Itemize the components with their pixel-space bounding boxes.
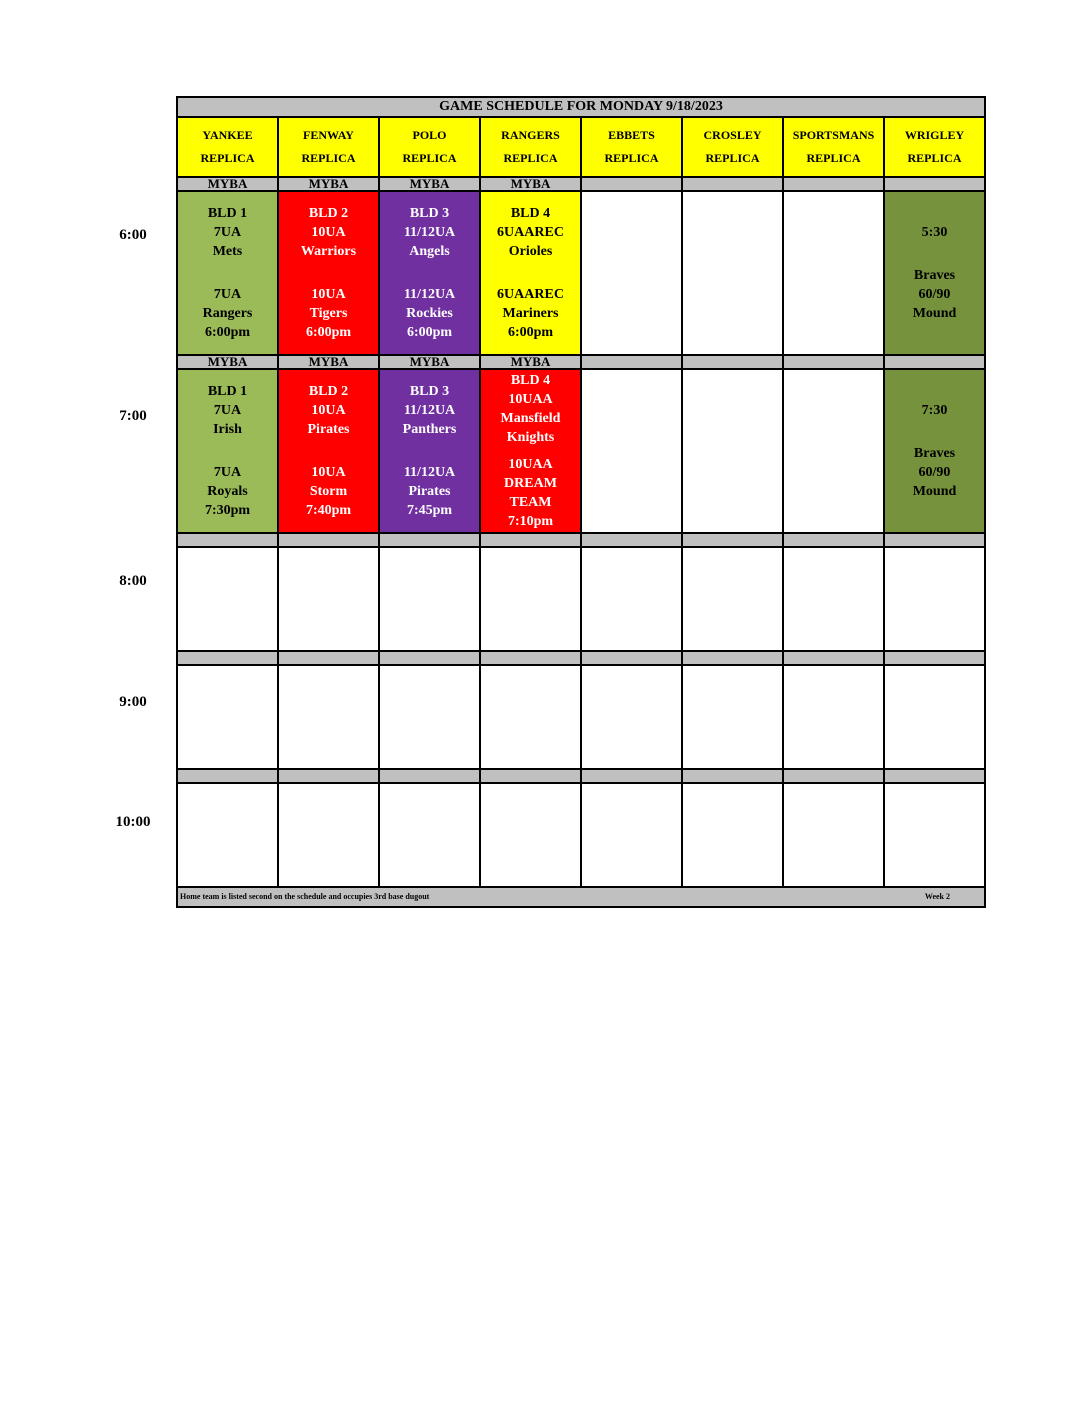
slot-row-7pm xyxy=(177,369,985,533)
empty-cell xyxy=(783,191,884,355)
game-line: 10UA xyxy=(311,287,346,302)
empty-cell xyxy=(177,783,278,887)
empty-cell xyxy=(581,783,682,887)
empty-cell xyxy=(884,547,985,651)
game-line: 7:30pm xyxy=(204,503,251,518)
game-line: Royals xyxy=(207,484,248,499)
game-line: 6:00pm xyxy=(406,325,453,340)
empty-cell xyxy=(682,547,783,651)
game-cell-wrigley-6pm xyxy=(884,191,985,355)
footer-note: Home team is listed second on the schedule and occupies 3rd base dugout xyxy=(180,892,430,901)
footer-row xyxy=(177,887,985,907)
separator-cell xyxy=(783,355,884,369)
field-sub: REPLICA xyxy=(200,151,255,165)
field-header-polo xyxy=(379,117,480,177)
field-sub: REPLICA xyxy=(402,151,457,165)
game-cell-rangers-7pm xyxy=(480,369,581,533)
field-sub: REPLICA xyxy=(604,151,659,165)
empty-cell xyxy=(581,547,682,651)
game-line: Panthers xyxy=(402,422,457,437)
game-line: 10UAA xyxy=(508,457,553,472)
league-label: MYBA xyxy=(379,355,480,369)
game-line: 7UA xyxy=(213,465,242,480)
time-label-10pm: 10:00 xyxy=(115,814,151,830)
game-line: 11/12UA xyxy=(403,225,456,240)
field-name: WRIGLEY xyxy=(904,128,965,142)
separator-cell xyxy=(884,355,985,369)
game-line: Rockies xyxy=(406,306,453,321)
empty-cell xyxy=(884,783,985,887)
field-sub: REPLICA xyxy=(503,151,558,165)
game-line: 10UA xyxy=(311,225,346,240)
schedule-table xyxy=(176,96,986,908)
game-line: 11/12UA xyxy=(403,287,456,302)
game-line: Mound xyxy=(912,484,957,499)
separator-row xyxy=(177,177,985,191)
footer-cell xyxy=(177,887,985,907)
empty-cell xyxy=(480,665,581,769)
empty-cell xyxy=(884,665,985,769)
league-label: MYBA xyxy=(480,177,581,191)
field-sub: REPLICA xyxy=(907,151,962,165)
league-label: MYBA xyxy=(278,177,379,191)
field-header-sportsmans xyxy=(783,117,884,177)
title-row xyxy=(177,97,985,117)
empty-cell xyxy=(682,369,783,533)
slot-row-9pm xyxy=(177,665,985,769)
game-line: 7UA xyxy=(213,287,242,302)
separator-cell xyxy=(682,355,783,369)
game-line: Knights xyxy=(506,430,555,445)
game-line: Mound xyxy=(912,306,957,321)
game-line: 60/90 xyxy=(918,465,951,480)
empty-cell xyxy=(783,547,884,651)
separator-cell xyxy=(682,177,783,191)
game-line: Storm xyxy=(309,484,348,499)
game-line: Irish xyxy=(213,422,242,437)
separator-row xyxy=(177,651,985,665)
league-label: MYBA xyxy=(379,177,480,191)
game-line: BLD 1 xyxy=(207,206,248,221)
field-sub: REPLICA xyxy=(806,151,861,165)
separator-cell xyxy=(783,177,884,191)
game-line: 6UAAREC xyxy=(497,287,564,302)
game-line: 7UA xyxy=(213,403,242,418)
time-label-6pm: 6:00 xyxy=(119,227,147,243)
field-header-yankee xyxy=(177,117,278,177)
game-line: 60/90 xyxy=(918,287,951,302)
game-line: DREAM xyxy=(504,476,557,491)
empty-cell xyxy=(783,783,884,887)
game-line: 7UA xyxy=(213,225,242,240)
game-line: Pirates xyxy=(307,422,350,437)
empty-cell xyxy=(682,783,783,887)
empty-cell xyxy=(278,547,379,651)
empty-cell xyxy=(682,665,783,769)
empty-cell xyxy=(177,547,278,651)
separator-row xyxy=(177,769,985,783)
empty-cell xyxy=(379,547,480,651)
field-header-crosley xyxy=(682,117,783,177)
empty-cell xyxy=(682,191,783,355)
field-header-rangers xyxy=(480,117,581,177)
empty-cell xyxy=(480,547,581,651)
separator-cell xyxy=(884,177,985,191)
field-name: SPORTSMANS xyxy=(792,128,875,142)
empty-cell xyxy=(581,191,682,355)
game-line: TEAM xyxy=(509,495,552,510)
empty-cell xyxy=(480,783,581,887)
field-name: POLO xyxy=(412,128,447,142)
game-cell-rangers-6pm xyxy=(480,191,581,355)
league-label: MYBA xyxy=(177,355,278,369)
field-sub: REPLICA xyxy=(301,151,356,165)
game-line: 6:00pm xyxy=(507,325,554,340)
game-line: 11/12UA xyxy=(403,465,456,480)
game-line: 7:45pm xyxy=(406,503,453,518)
game-line: Angels xyxy=(409,244,450,259)
game-line: BLD 2 xyxy=(308,206,349,221)
game-cell-fenway-7pm xyxy=(278,369,379,533)
slot-row-6pm xyxy=(177,191,985,355)
field-name: RANGERS xyxy=(501,128,560,142)
game-line: BLD 1 xyxy=(207,384,248,399)
game-line: BLD 3 xyxy=(409,206,450,221)
schedule-title: GAME SCHEDULE FOR MONDAY 9/18/2023 xyxy=(177,97,985,117)
slot-row-8pm xyxy=(177,547,985,651)
game-cell-fenway-6pm xyxy=(278,191,379,355)
game-line: Mets xyxy=(212,244,243,259)
game-line: 7:40pm xyxy=(305,503,352,518)
field-header-row xyxy=(177,117,985,177)
game-line: 6:00pm xyxy=(305,325,352,340)
game-line: Braves xyxy=(913,268,956,283)
field-header-ebbets xyxy=(581,117,682,177)
time-label-9pm: 9:00 xyxy=(119,694,147,710)
game-line: 7:10pm xyxy=(507,514,554,529)
game-time: 5:30 xyxy=(921,225,948,240)
time-label-7pm: 7:00 xyxy=(119,408,147,424)
week-label: Week 2 xyxy=(924,892,950,901)
game-line: Orioles xyxy=(508,244,553,259)
separator-cell xyxy=(581,177,682,191)
game-cell-polo-7pm xyxy=(379,369,480,533)
game-line: Rangers xyxy=(202,306,253,321)
game-line: Tigers xyxy=(309,306,348,321)
empty-cell xyxy=(379,783,480,887)
game-cell-wrigley-7pm xyxy=(884,369,985,533)
empty-cell xyxy=(783,369,884,533)
field-name: YANKEE xyxy=(202,128,253,142)
field-sub: REPLICA xyxy=(705,151,760,165)
game-line: Mariners xyxy=(502,306,559,321)
field-header-fenway xyxy=(278,117,379,177)
game-line: 10UA xyxy=(311,465,346,480)
empty-cell xyxy=(783,665,884,769)
game-line: 6:00pm xyxy=(204,325,251,340)
separator-row xyxy=(177,533,985,547)
game-cell-polo-6pm xyxy=(379,191,480,355)
league-label: MYBA xyxy=(177,177,278,191)
game-line: BLD 2 xyxy=(308,384,349,399)
game-line: BLD 4 xyxy=(510,206,551,221)
game-line: 6UAAREC xyxy=(497,225,564,240)
slot-row-10pm xyxy=(177,783,985,887)
game-line: 10UA xyxy=(311,403,346,418)
game-time: 7:30 xyxy=(921,403,948,418)
separator-row xyxy=(177,355,985,369)
field-name: FENWAY xyxy=(303,128,354,142)
empty-cell xyxy=(581,665,682,769)
empty-cell xyxy=(379,665,480,769)
league-label: MYBA xyxy=(480,355,581,369)
empty-cell xyxy=(278,665,379,769)
field-name: CROSLEY xyxy=(703,128,762,142)
game-cell-yankee-7pm xyxy=(177,369,278,533)
game-line: 10UAA xyxy=(508,392,553,407)
league-label: MYBA xyxy=(278,355,379,369)
field-header-wrigley xyxy=(884,117,985,177)
time-label-8pm: 8:00 xyxy=(119,573,147,589)
empty-cell xyxy=(581,369,682,533)
game-cell-yankee-6pm xyxy=(177,191,278,355)
game-line: Warriors xyxy=(300,244,357,259)
game-line: Mansfield xyxy=(500,411,561,426)
separator-cell xyxy=(581,355,682,369)
empty-cell xyxy=(177,665,278,769)
game-line: BLD 4 xyxy=(510,373,551,388)
game-line: Pirates xyxy=(408,484,451,499)
game-line: Braves xyxy=(913,446,956,461)
field-name: EBBETS xyxy=(608,128,655,142)
game-line: 11/12UA xyxy=(403,403,456,418)
game-line: BLD 3 xyxy=(409,384,450,399)
empty-cell xyxy=(278,783,379,887)
